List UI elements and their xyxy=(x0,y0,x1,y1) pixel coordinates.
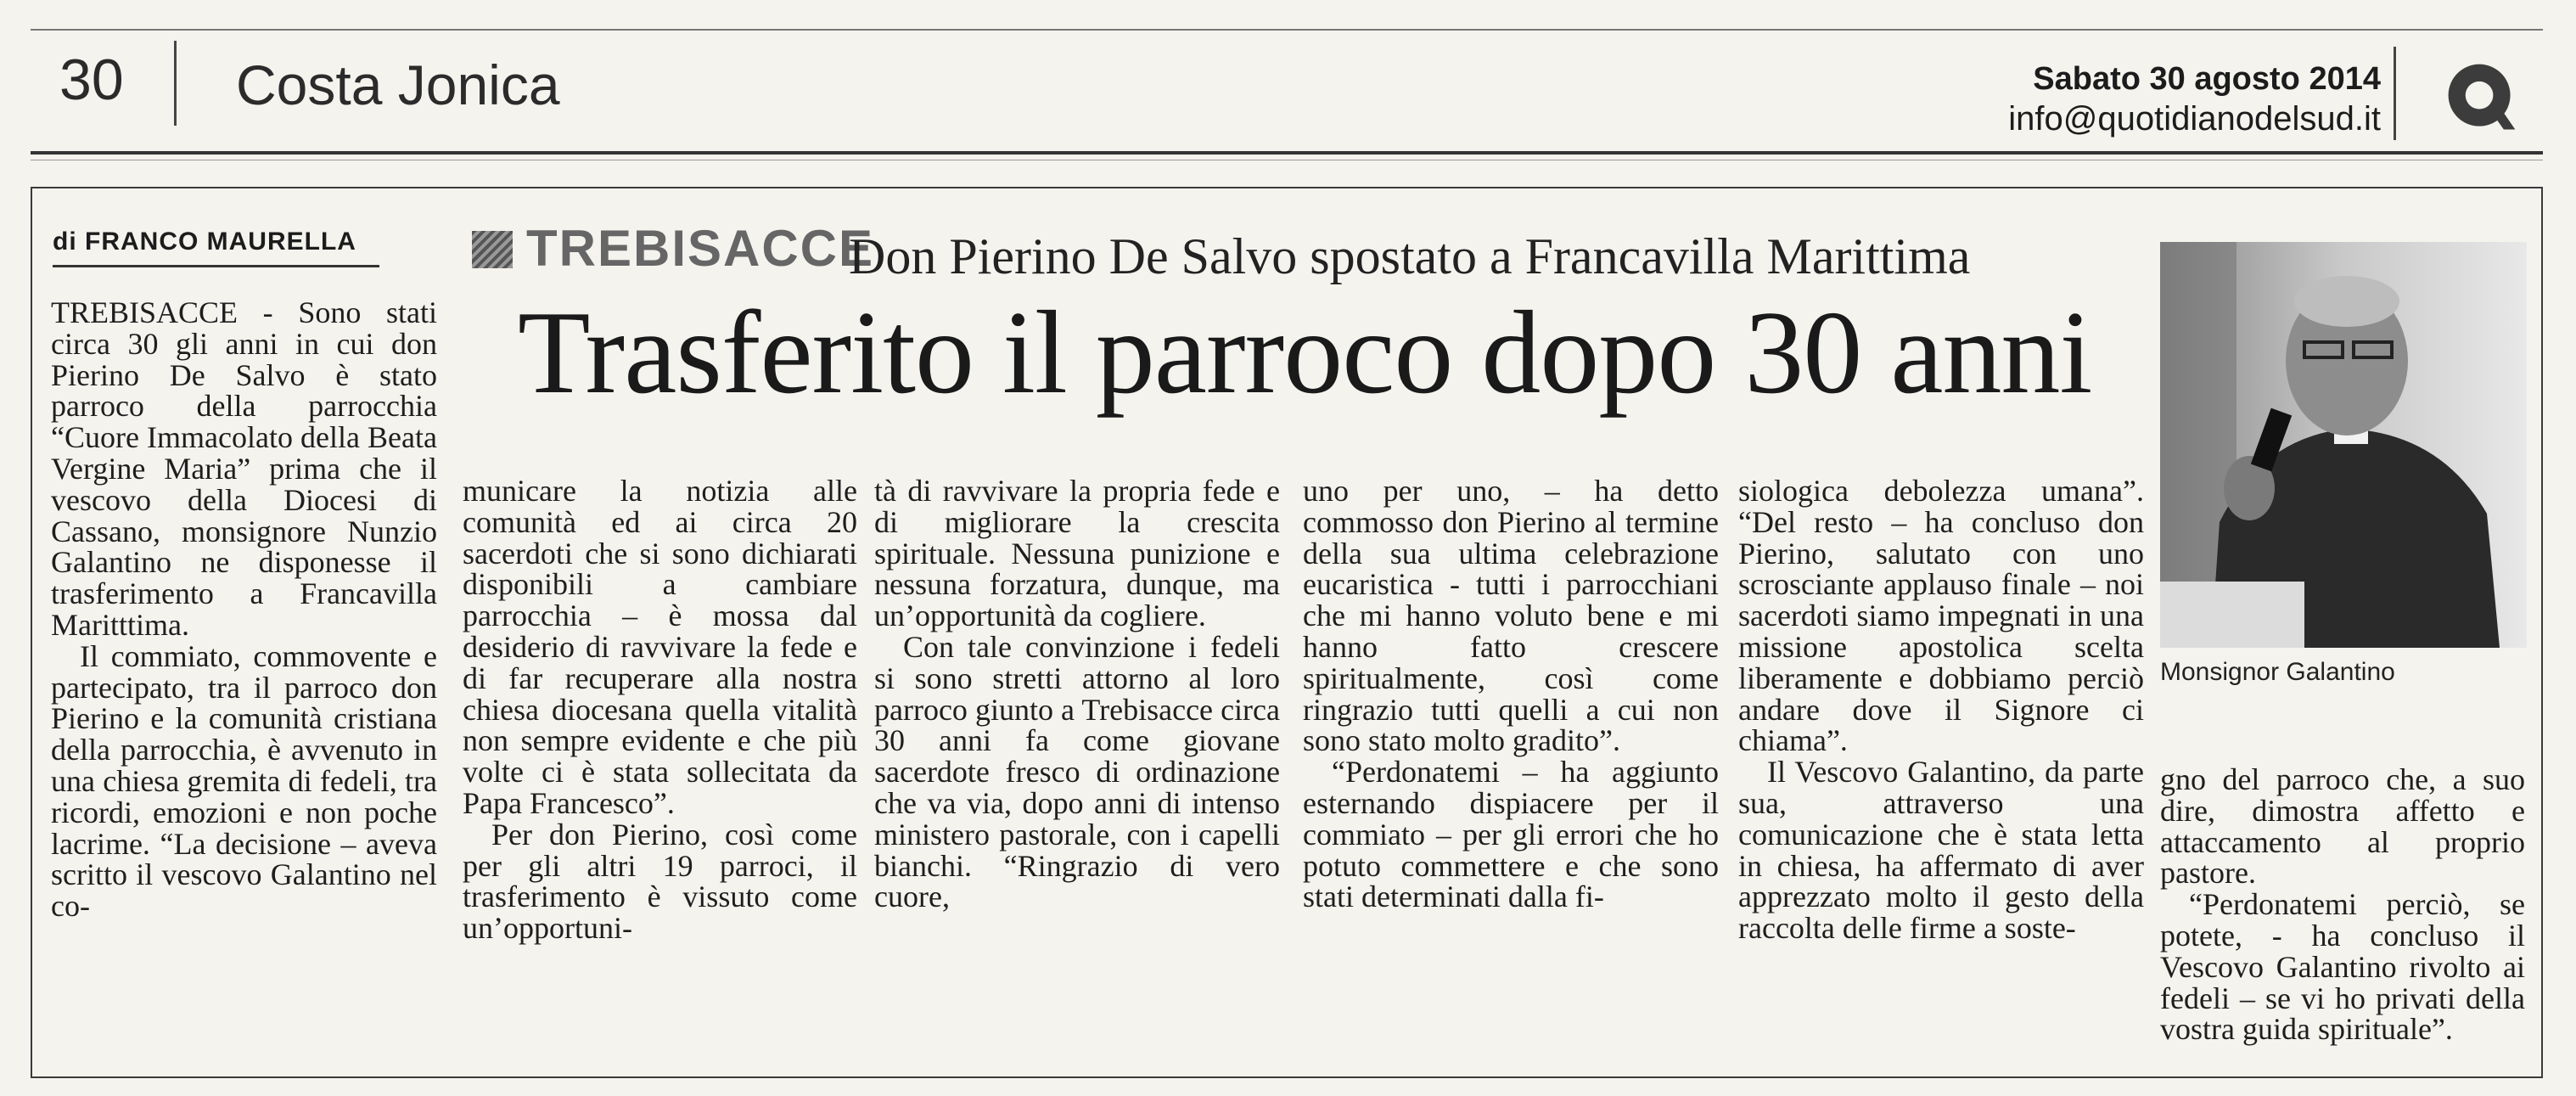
photo-monsignor-galantino xyxy=(2160,242,2527,648)
section-title: Costa Jonica xyxy=(236,53,560,116)
article-column-6 xyxy=(2160,764,2525,1045)
paragraph: municare la notizia alle comunità ed ai circa 20 sacerdoti che si sono dichiarati disponibili a cambiare parrocchia – è mossa dal desiderio di ravvivare la fede e di far recuperare alla nostra chiesa diocesana quella vitalità non sempre evidente e che più volte ci è stata sollecitata da Papa Francesco”. xyxy=(463,474,857,820)
paragraph: tà di ravvivare la propria fede e di migliorare la crescita spirituale. Nessuna punizione e nessuna forzatura, dunque, ma un’opportunità da cogliere. xyxy=(874,474,1280,633)
article-column-2 xyxy=(463,475,857,944)
logo-divider xyxy=(2394,47,2396,140)
kicker-place: TREBISACCE xyxy=(526,220,875,277)
kicker-square-icon xyxy=(472,231,513,268)
article-column-5 xyxy=(1738,475,2144,944)
header-divider xyxy=(174,41,177,126)
paragraph: siologica debolezza umana”. “Del resto – ha concluso don Pierino, salutato con uno scrosciante applauso finale – noi sacerdoti siamo impegnati in una missione apostolica scelta liberamente e dobbiamo perciò andare dove il Signore ci chiama”. xyxy=(1738,474,2144,758)
paragraph: “Perdonatemi – ha aggiunto esternando dispiacere per il commiato – per gli errori che ho potuto commettere e che sono stati determinati dalla fi- xyxy=(1303,755,1719,914)
paragraph: Per don Pierino, così come per gli altri 19 parroci, il trasferimento è vissuto come un’opportuni- xyxy=(463,817,857,946)
paragraph: Il commiato, commovente e partecipato, tra il parroco don Pierino e la comunità cristiana della parrocchia, è avvenuto in una chiesa gremita di fedeli, tra ricordi, emozioni e non poche lacrime. “La decisione – aveva scritto il vescovo Galantino nel co- xyxy=(51,638,437,924)
top-rule xyxy=(31,29,2543,31)
contact-email[interactable]: info@quotidianodelsud.it xyxy=(2008,100,2381,138)
byline-rule xyxy=(53,265,379,267)
issue-date: Sabato 30 agosto 2014 xyxy=(2033,61,2381,97)
photo-caption: Monsignor Galantino xyxy=(2160,658,2395,686)
byline: di FRANCO MAURELLA xyxy=(53,228,356,256)
paragraph: TREBISACCE - Sono stati circa 30 gli anni in cui don Pierino De Salvo è stato parroco della parrocchia “Cuore Immacolato della Beata Vergine Maria” prima che il vescovo della Diocesi di Cassano, monsignore Nunzio Galantino ne disponesse il trasferimento a Francavilla Maritttima. xyxy=(51,295,437,642)
article-column-1 xyxy=(51,297,437,922)
paragraph: uno per uno, – ha detto commosso don Pierino al termine della sua ultima celebrazione eucaristica - tutti i parrocchiani che mi hanno voluto bene e mi hanno fatto crescere spiritualmente, così come ringrazio tutti quelli a cui non sono stato molto gradito”. xyxy=(1303,474,1719,758)
headline: Trasferito il parroco dopo 30 anni xyxy=(518,287,2092,419)
page-number: 30 xyxy=(59,48,124,112)
kicker-subtitle: Don Pierino De Salvo spostato a Francavilla Marittima xyxy=(849,228,1971,284)
paragraph: Il Vescovo Galantino, da parte sua, attraverso una comunicazione che è stata letta in chiesa, ha affermato di aver apprezzato molto il gesto della raccolta delle firme a soste- xyxy=(1738,755,2144,946)
quotidiano-q-logo-icon xyxy=(2440,58,2522,139)
paragraph: Con tale convinzione i fedeli si sono stretti attorno al loro parroco giunto a Trebisacce circa 30 anni fa come giovane sacerdote fresco di ordinazione che va via, dopo anni di intenso ministero pastorale, con i capelli bianchi. “Ringrazio di vero cuore, xyxy=(874,629,1280,914)
paragraph: gno del parroco che, a suo dire, dimostra affetto e attaccamento al proprio pastore. xyxy=(2160,762,2525,891)
article-column-3 xyxy=(874,475,1280,913)
header-rule xyxy=(31,151,2543,155)
paragraph: “Perdonatemi perciò, se potete, - ha concluso il Vescovo Galantino rivolto ai fedeli – se vi ho privati della vostra guida spirituale”. xyxy=(2160,887,2525,1047)
article-column-4 xyxy=(1303,475,1719,913)
